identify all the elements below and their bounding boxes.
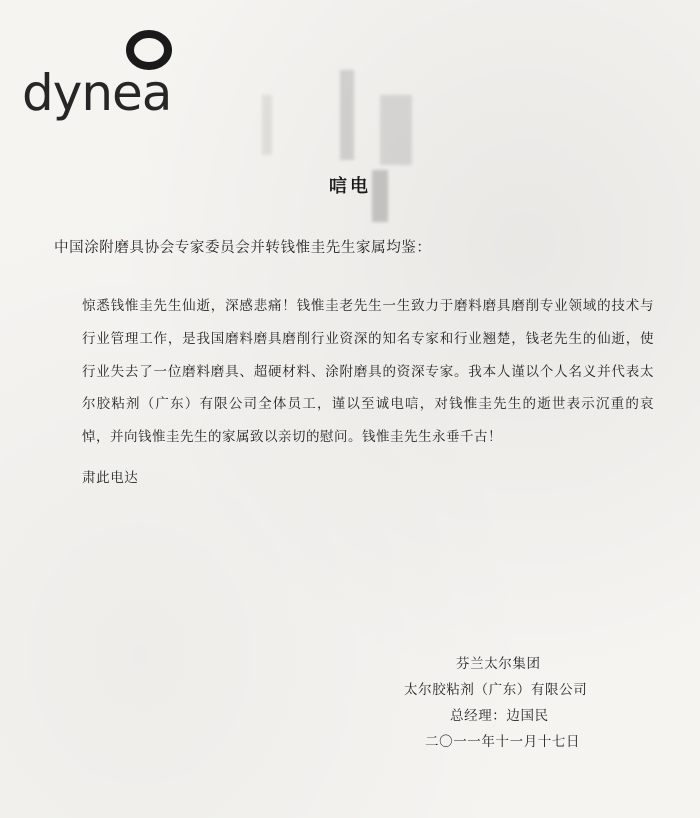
letter-body <box>54 290 654 454</box>
scan-smudge <box>340 70 354 160</box>
signature-company: 太尔胶粘剂（广东）有限公司 <box>404 682 588 698</box>
signature-group: 芬兰太尔集团 <box>456 656 541 672</box>
signature-date: 二〇一一年十一月十七日 <box>425 734 581 750</box>
scan-smudge <box>262 95 272 155</box>
salutation: 中国涂附磨具协会专家委员会并转钱惟圭先生家属均鉴： <box>54 240 432 256</box>
scan-smudge <box>380 95 412 165</box>
closing-line: 肃此电达 <box>82 470 139 486</box>
scan-smudge <box>372 170 388 222</box>
body-paragraph: 惊悉钱惟圭先生仙逝，深感悲痛！钱惟圭老先生一生致力于磨料磨具磨削专业领域的技术与行业管理工作，是我国磨料磨具磨削行业资深的知名专家和行业翘楚，钱老先生的仙逝，使行业失去了一位磨料磨具、超硬材料、涂附磨具的资深专家。我本人谨以个人名义并代表太尔胶粘剂（广东）有限公司全体员工，谨以至诚电唁，对钱惟圭先生的逝世表示沉重的哀悼，并向钱惟圭先生的家属致以亲切的慰问。钱惟圭先生永垂千古！ <box>82 298 654 446</box>
logo-wordmark: dynea <box>22 64 172 122</box>
signature-manager: 总经理：边国民 <box>450 708 549 724</box>
dynea-logo <box>22 30 172 125</box>
letter-title: 唁电 <box>329 176 371 197</box>
